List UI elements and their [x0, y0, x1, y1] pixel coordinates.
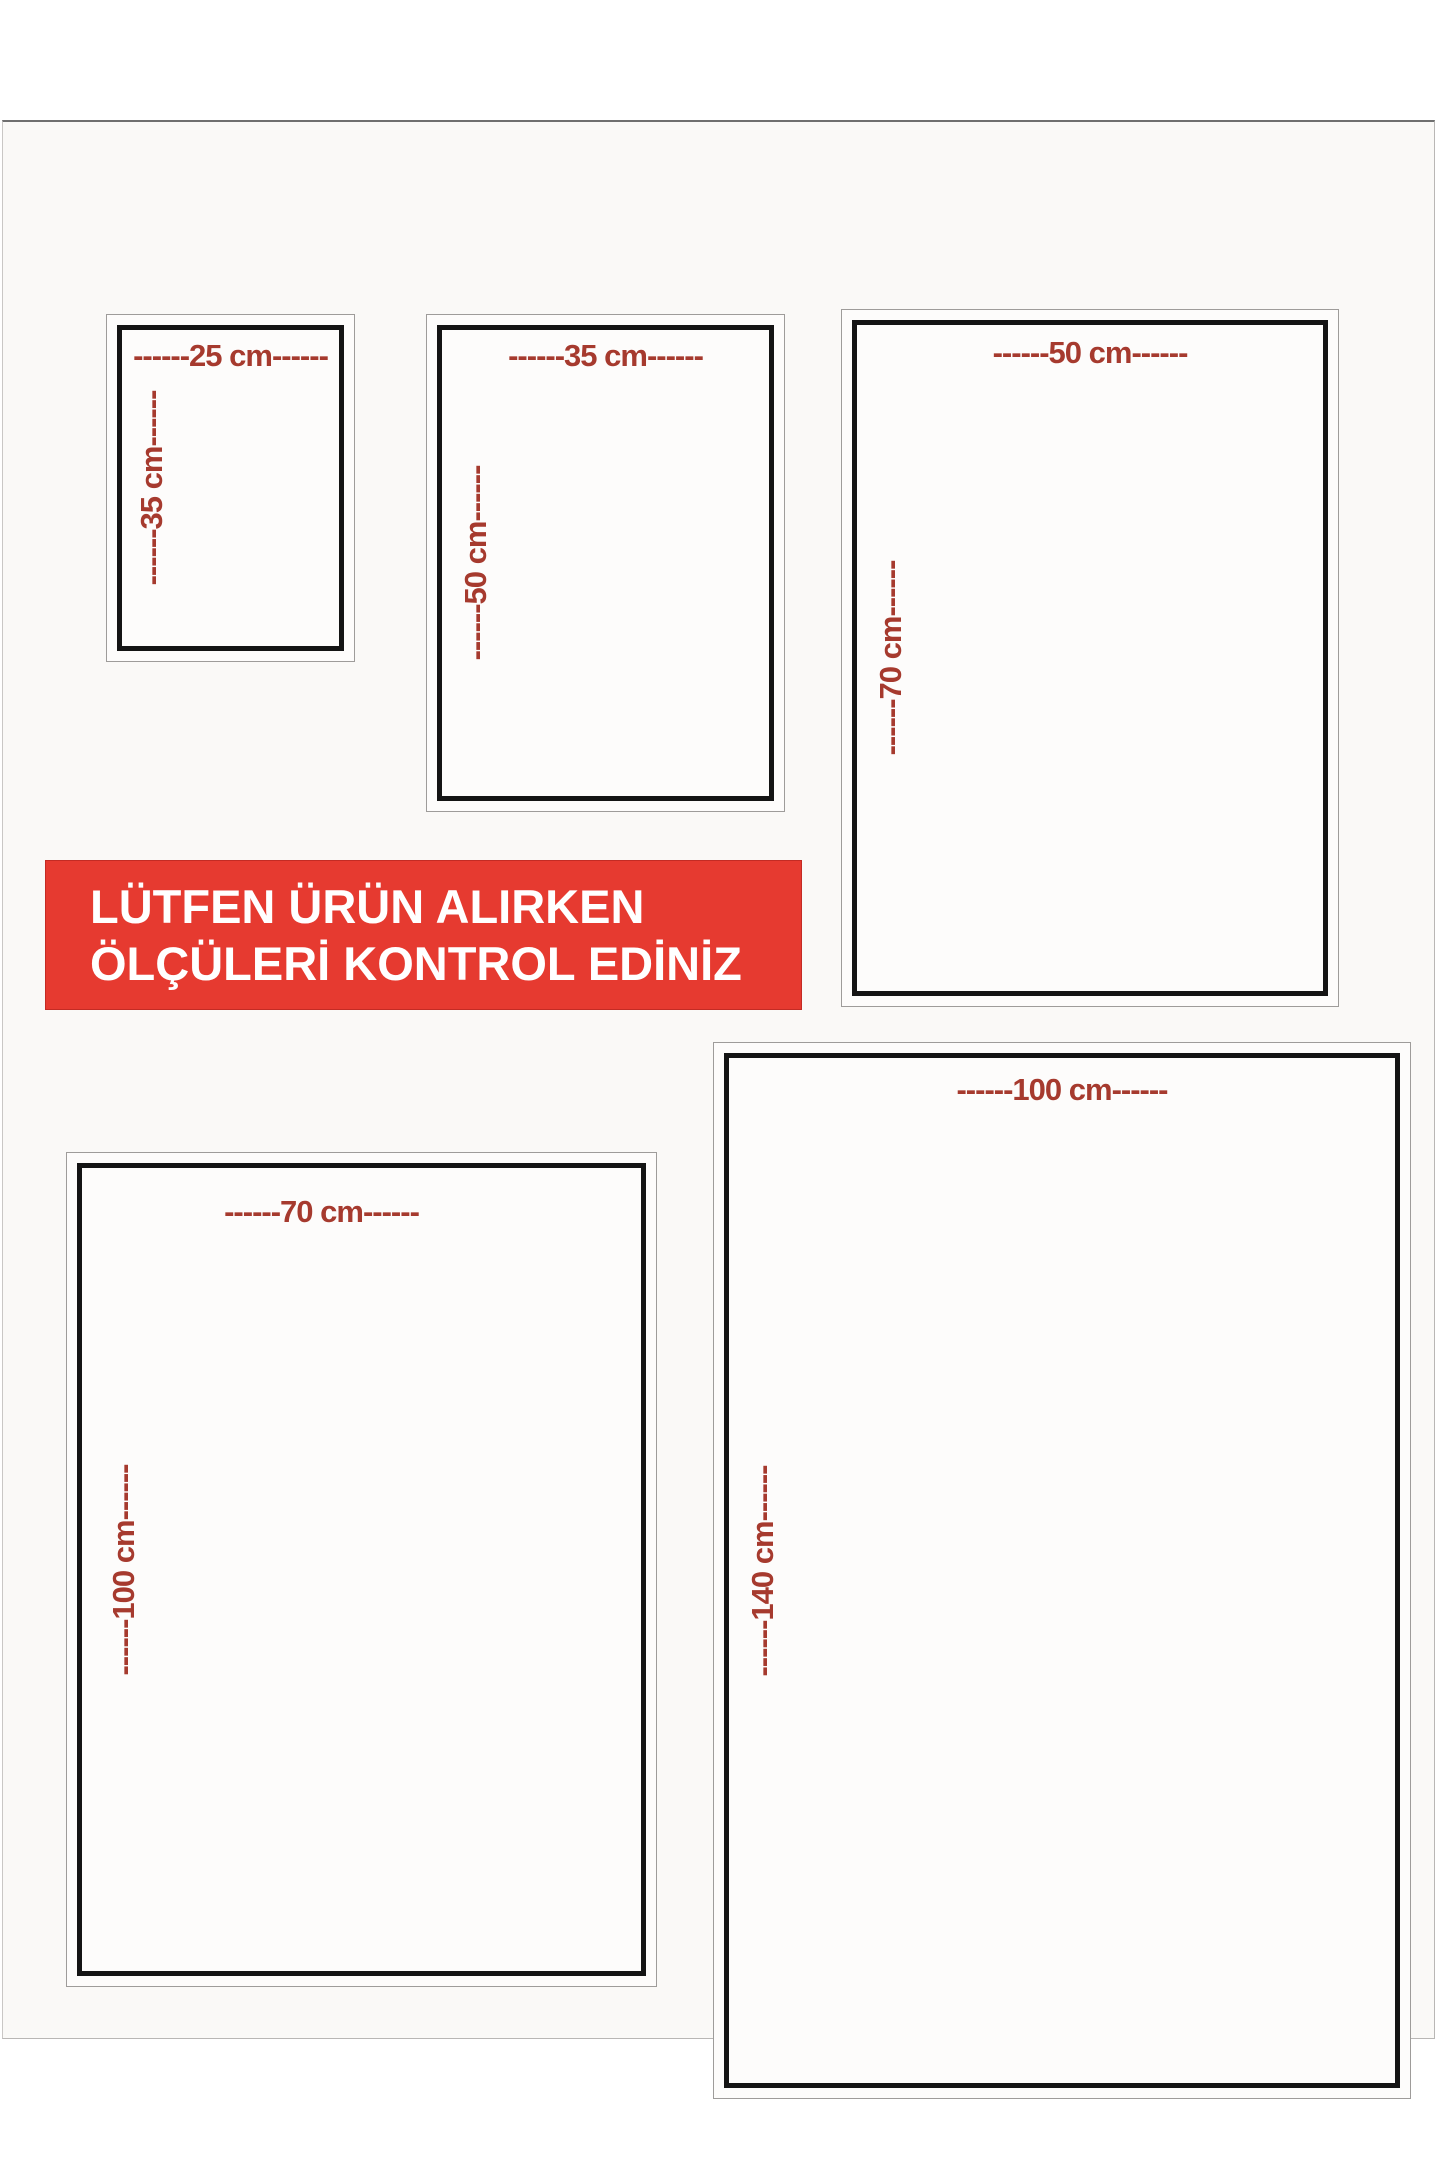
- banner-line-1: LÜTFEN ÜRÜN ALIRKEN: [90, 880, 645, 933]
- size-box-50x70-inner-frame: [852, 320, 1328, 996]
- size-box-35x50-inner-frame: [437, 325, 774, 801]
- height-dimension-label: ------70 cm------: [873, 560, 908, 756]
- page-frame: [2, 120, 1435, 2039]
- size-warning-banner: [45, 860, 802, 1010]
- width-dimension-label: ------25 cm------: [133, 338, 328, 373]
- size-box-70x100: [66, 1152, 657, 1987]
- width-dimension-label: ------35 cm------: [508, 338, 703, 373]
- height-dimension-label: ------50 cm------: [458, 465, 493, 661]
- size-box-50x70: [841, 309, 1339, 1007]
- size-box-35x50: [426, 314, 785, 812]
- banner-line-2: ÖLÇÜLERİ KONTROL EDİNİZ: [90, 937, 742, 990]
- size-box-25x35-inner-frame: [117, 325, 344, 651]
- height-dimension-label: ------140 cm------: [745, 1464, 780, 1677]
- size-box-70x100-inner-frame: [77, 1163, 646, 1976]
- size-box-100x140: [713, 1042, 1411, 2099]
- height-dimension-label: ------35 cm------: [134, 390, 169, 586]
- size-box-100x140-inner-frame: [724, 1053, 1400, 2088]
- width-dimension-label: ------50 cm------: [992, 335, 1188, 370]
- size-box-25x35: [106, 314, 355, 662]
- width-dimension-label: ------100 cm------: [956, 1072, 1168, 1107]
- width-dimension-label: ------70 cm------: [224, 1194, 419, 1229]
- height-dimension-label: ------100 cm------: [106, 1463, 141, 1676]
